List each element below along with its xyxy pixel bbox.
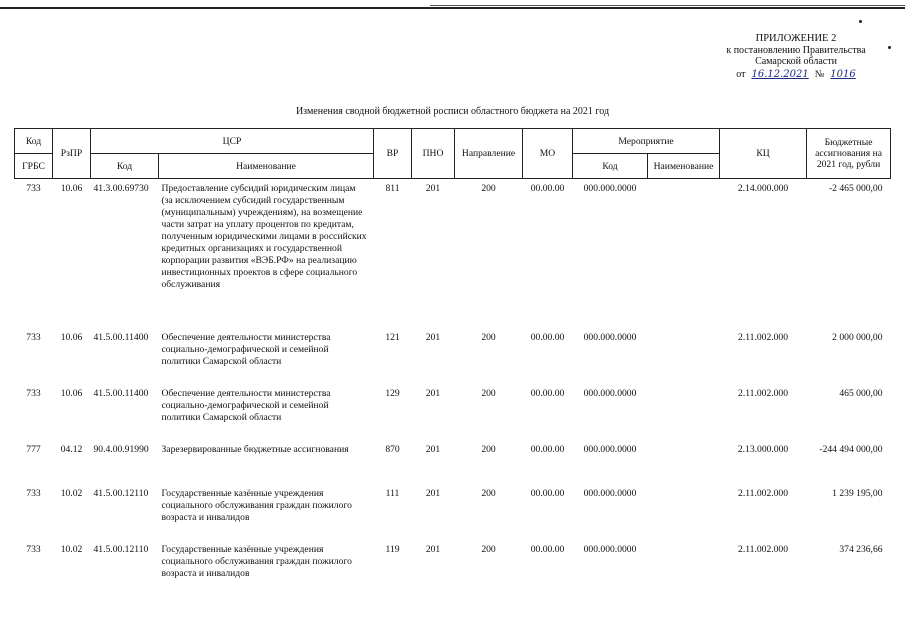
document-title: Изменения сводной бюджетной росписи областного бюджета на 2021 год (295, 106, 610, 117)
cell-amount: -2 465 000,00 (828, 183, 883, 194)
table-row (15, 484, 891, 540)
cell-csr: 41.5.00.11400 (93, 332, 149, 343)
date-prefix: от (736, 68, 746, 80)
cell-amount: 374 236,66 (839, 544, 883, 555)
number-prefix: № (814, 68, 825, 80)
cell-mer-kod: 000.000.0000 (583, 544, 637, 555)
cell-grbs: 733 (26, 332, 41, 343)
appendix-line-2: Самарской области (755, 56, 837, 67)
appendix-line-1: к постановлению Правительства (726, 44, 866, 56)
header-csr-name: Наименование (159, 154, 374, 179)
cell-rzpr: 10.06 (60, 183, 83, 194)
cell-grbs: 777 (26, 444, 41, 455)
cell-csr: 90.4.00.91990 (93, 444, 149, 455)
header-mo: МО (523, 129, 573, 179)
cell-csr: 41.3.00.69730 (93, 183, 149, 194)
cell-vr: 129 (385, 388, 400, 399)
cell-grbs: 733 (26, 544, 41, 555)
cell-pno: 201 (425, 444, 441, 455)
cell-csr: 41.5.00.11400 (93, 388, 149, 399)
cell-mer-kod: 000.000.0000 (583, 388, 637, 399)
cell-pno: 201 (425, 332, 441, 343)
cell-pno: 201 (425, 488, 441, 499)
cell-mer-kod: 000.000.0000 (583, 488, 637, 499)
cell-mo: 00.00.00 (530, 183, 565, 194)
cell-vr: 119 (385, 544, 400, 555)
table-row (15, 440, 891, 484)
handwritten-date: 16.12.2021 (751, 68, 809, 80)
cell-mo: 00.00.00 (530, 488, 565, 499)
cell-name: Обеспечение деятельности министерства социально-демографической и семейной политики Самарской области (161, 332, 331, 367)
cell-mo: 00.00.00 (530, 332, 565, 343)
cell-napravlenie: 200 (481, 183, 496, 194)
scan-top-border (0, 7, 905, 9)
cell-amount: -244 494 000,00 (819, 444, 883, 455)
scan-top-border-secondary (430, 5, 905, 6)
cell-csr: 41.5.00.12110 (93, 544, 149, 555)
header-kc: КЦ (720, 129, 807, 179)
cell-napravlenie: 200 (481, 488, 496, 499)
cell-csr: 41.5.00.12110 (93, 488, 149, 499)
cell-vr: 811 (385, 183, 400, 194)
header-mer-name: Наименование (648, 154, 720, 179)
header-grbs: ГРБС (15, 154, 53, 179)
cell-mer-name (648, 540, 720, 594)
cell-pno: 201 (425, 183, 441, 194)
budget-changes-table (14, 128, 891, 594)
cell-mer-name (648, 179, 720, 329)
cell-napravlenie: 200 (481, 332, 496, 343)
table-row (15, 328, 891, 384)
cell-napravlenie: 200 (481, 444, 496, 455)
cell-vr: 121 (385, 332, 400, 343)
scan-speck (888, 46, 891, 49)
header-budget: Бюджетные ассигнования на 2021 год, рубли (807, 129, 891, 179)
cell-mer-name (648, 440, 720, 484)
cell-mer-kod: 000.000.0000 (583, 183, 637, 194)
cell-mo: 00.00.00 (530, 388, 565, 399)
cell-mer-name (648, 384, 720, 440)
cell-kc: 2.11.002.000 (738, 544, 789, 555)
table-row (15, 384, 891, 440)
cell-rzpr: 10.02 (60, 488, 83, 499)
cell-name: Зарезервированные бюджетные ассигнования (161, 444, 349, 455)
cell-mer-kod: 000.000.0000 (583, 444, 637, 455)
cell-rzpr: 10.06 (60, 332, 83, 343)
appendix-block (706, 33, 886, 80)
cell-grbs: 733 (26, 388, 41, 399)
cell-kc: 2.14.000.000 (737, 183, 789, 194)
cell-amount: 2 000 000,00 (832, 332, 883, 343)
header-napravlenie: Направление (455, 129, 523, 179)
cell-name: Государственные казённые учреждения социального обслуживания граждан пожилого возраста и инвалидов (161, 544, 352, 579)
cell-kc: 2.11.002.000 (738, 332, 789, 343)
header-mer-kod: Код (573, 154, 648, 179)
cell-vr: 870 (385, 444, 400, 455)
cell-mer-name (648, 484, 720, 540)
scan-speck (859, 20, 862, 23)
table-row (15, 179, 891, 329)
cell-mer-kod: 000.000.0000 (583, 332, 637, 343)
cell-vr: 111 (385, 488, 400, 499)
cell-name: Обеспечение деятельности министерства социально-демографической и семейной политики Самарской области (161, 388, 331, 423)
cell-kc: 2.13.000.000 (737, 444, 789, 455)
header-pno: ПНО (412, 129, 455, 179)
cell-grbs: 733 (26, 488, 41, 499)
appendix-title: ПРИЛОЖЕНИЕ 2 (755, 33, 837, 44)
table-row (15, 540, 891, 594)
cell-name: Государственные казённые учреждения социального обслуживания граждан пожилого возраста и инвалидов (161, 488, 352, 523)
cell-mo: 00.00.00 (530, 544, 565, 555)
header-csr-kod: Код (91, 154, 159, 179)
header-vr: ВР (374, 129, 412, 179)
cell-kc: 2.11.002.000 (738, 488, 789, 499)
header-kod: Код (15, 129, 53, 154)
cell-rzpr: 10.02 (60, 544, 83, 555)
header-rzpr: РзПР (53, 129, 91, 179)
cell-amount: 465 000,00 (839, 388, 883, 399)
cell-mer-name (648, 328, 720, 384)
cell-kc: 2.11.002.000 (738, 388, 789, 399)
cell-pno: 201 (425, 388, 441, 399)
header-meropriyatie: Мероприятие (573, 129, 720, 154)
cell-mo: 00.00.00 (530, 444, 565, 455)
cell-napravlenie: 200 (481, 544, 496, 555)
cell-pno: 201 (425, 544, 441, 555)
cell-rzpr: 10.06 (60, 388, 83, 399)
cell-napravlenie: 200 (481, 388, 496, 399)
cell-rzpr: 04.12 (60, 444, 83, 455)
cell-amount: 1 239 195,00 (832, 488, 883, 499)
appendix-date-line (706, 69, 886, 81)
handwritten-number: 1016 (830, 68, 856, 80)
header-csr: ЦСР (91, 129, 374, 154)
cell-name: Предоставление субсидий юридическим лицам (за исключением субсидий государственным (муниципальным) учреждениям), на возмещение части затрат на уплату процентов по кредитам, полученным юридическими лицами в российских кредитных организациях и государственной корпорации развития «ВЭБ.РФ» на реализацию инвестиционных проектов в сфере социального обслуживания (161, 183, 367, 290)
cell-grbs: 733 (26, 183, 41, 194)
